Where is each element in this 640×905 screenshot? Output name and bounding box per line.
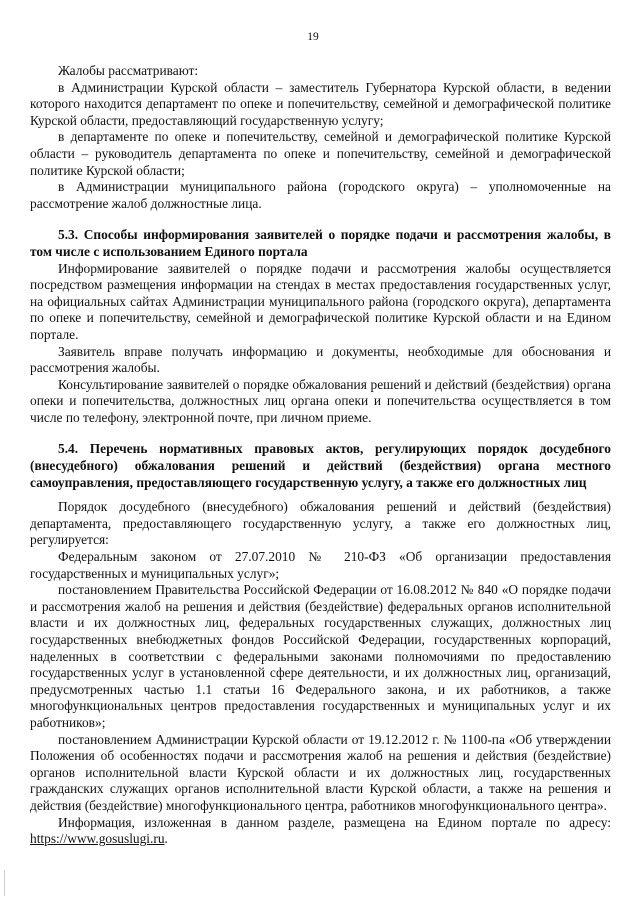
section-5-4-paragraph-kursk-decree: постановлением Администрации Курской области от 19.12.2012 г. № 1100-па «Об утверждении Положения об особенностях подачи и рассмотрения жалоб на решения и действия (бездействие) органов исполнительной власти Курской области и их должностных лиц, государственных гражданских служащих органов исполнительной власти Курской области, а также на решения и действия (бездействие) многофункционального центра, работников многофункционального центра».: [30, 731, 611, 813]
complaints-item-municipal: в Администрации муниципального района (городского округа) – уполномоченные на рассмотрение жалоб должностные лица.: [30, 179, 611, 211]
page-content: [30, 63, 611, 848]
section-5-4-paragraph-government-decree: постановлением Правительства Российской Федерации от 16.08.2012 № 840 «О порядке подачи и рассмотрения жалоб на решения и действия (бездействие) федеральных органов исполнительной власти и их должностных лиц, федеральных государственных служащих, должностных лиц государственных внебюджетных фондов Российской Федерации, государственных корпораций, наделенных в соответствии с федеральными законами полномочиями по предоставлению государственных услуг в установленной сфере деятельности, и их должностных лиц, организаций, предусмотренных частью 1.1 статьи 16 Федерального закона, и их работников, а также многофункциональных центров предоставления государственных и муниципальных услуг и их работников»;: [30, 582, 611, 730]
heading-gap: [30, 491, 611, 499]
section-5-4-paragraph-procedure: Порядок досудебного (внесудебного) обжалования решений и действий (бездействия) департамента, предоставляющего государственную услугу, а также его должностных лиц, регулируется:: [30, 499, 611, 548]
complaints-intro: Жалобы рассматривают:: [58, 63, 199, 78]
section-5-3-paragraph-informing: Информирование заявителей о порядке подачи и рассмотрения жалобы осуществляется посредством размещения информации на стендах в местах предоставления государственных услуг, на официальных сайтах Администрации муниципального района (городского округа), департамента по опеке и попечительству, семейной и демографической политике Курской области и на Едином портале.: [30, 260, 611, 342]
scan-edge-mark: [4, 870, 5, 896]
section-gap: [30, 212, 611, 227]
section-5-3-paragraph-consulting: Консультирование заявителей о порядке обжалования решений и действий (бездействия) органа опеки и попечительства, должностных лиц органа опеки и попечительства осуществляется в том числе по телефону, электронной почте, при личном приеме.: [30, 376, 611, 425]
section-gap: [30, 426, 611, 441]
section-5-4-paragraph-portal: [30, 815, 611, 848]
section-5-4-heading: 5.4. Перечень нормативных правовых актов, регулирующих порядок досудебного (внесудебного) обжалования решений и действий (бездействия) органа местного самоуправления, предоставляющего государственную услугу, а также его должностных лиц: [30, 441, 611, 490]
page-number: 19: [307, 31, 319, 43]
portal-link-period: .: [164, 831, 168, 847]
complaints-item-department: в департаменте по опеке и попечительству, семейной и демографической политике Курской области – руководитель департамента по опеке и попечительству, семейной и демографической политике Курской области;: [30, 129, 611, 178]
section-5-3-heading: 5.3. Способы информирования заявителей о порядке подачи и рассмотрения жалобы, в том числе с использованием Единого портала: [30, 227, 611, 259]
section-5-3-paragraph-rights: Заявитель вправе получать информацию и документы, необходимые для обоснования и рассмотрения жалобы.: [30, 343, 611, 376]
portal-link[interactable]: https://www.gosuslugi.ru: [30, 831, 165, 847]
section-5-4-paragraph-federal-law: Федеральным законом от 27.07.2010 № 210-ФЗ «Об организации предоставления государственных и муниципальных услуг»;: [30, 549, 611, 581]
complaints-item-governor: в Администрации Курской области – заместитель Губернатора Курской области, в ведении которого находится департамент по опеке и попечительству, семейной и демографической политике Курской области, предоставляющий государственную услугу;: [30, 79, 611, 128]
portal-text: Информация, изложенная в данном разделе, размещена на Едином портале по адресу:: [58, 814, 611, 830]
